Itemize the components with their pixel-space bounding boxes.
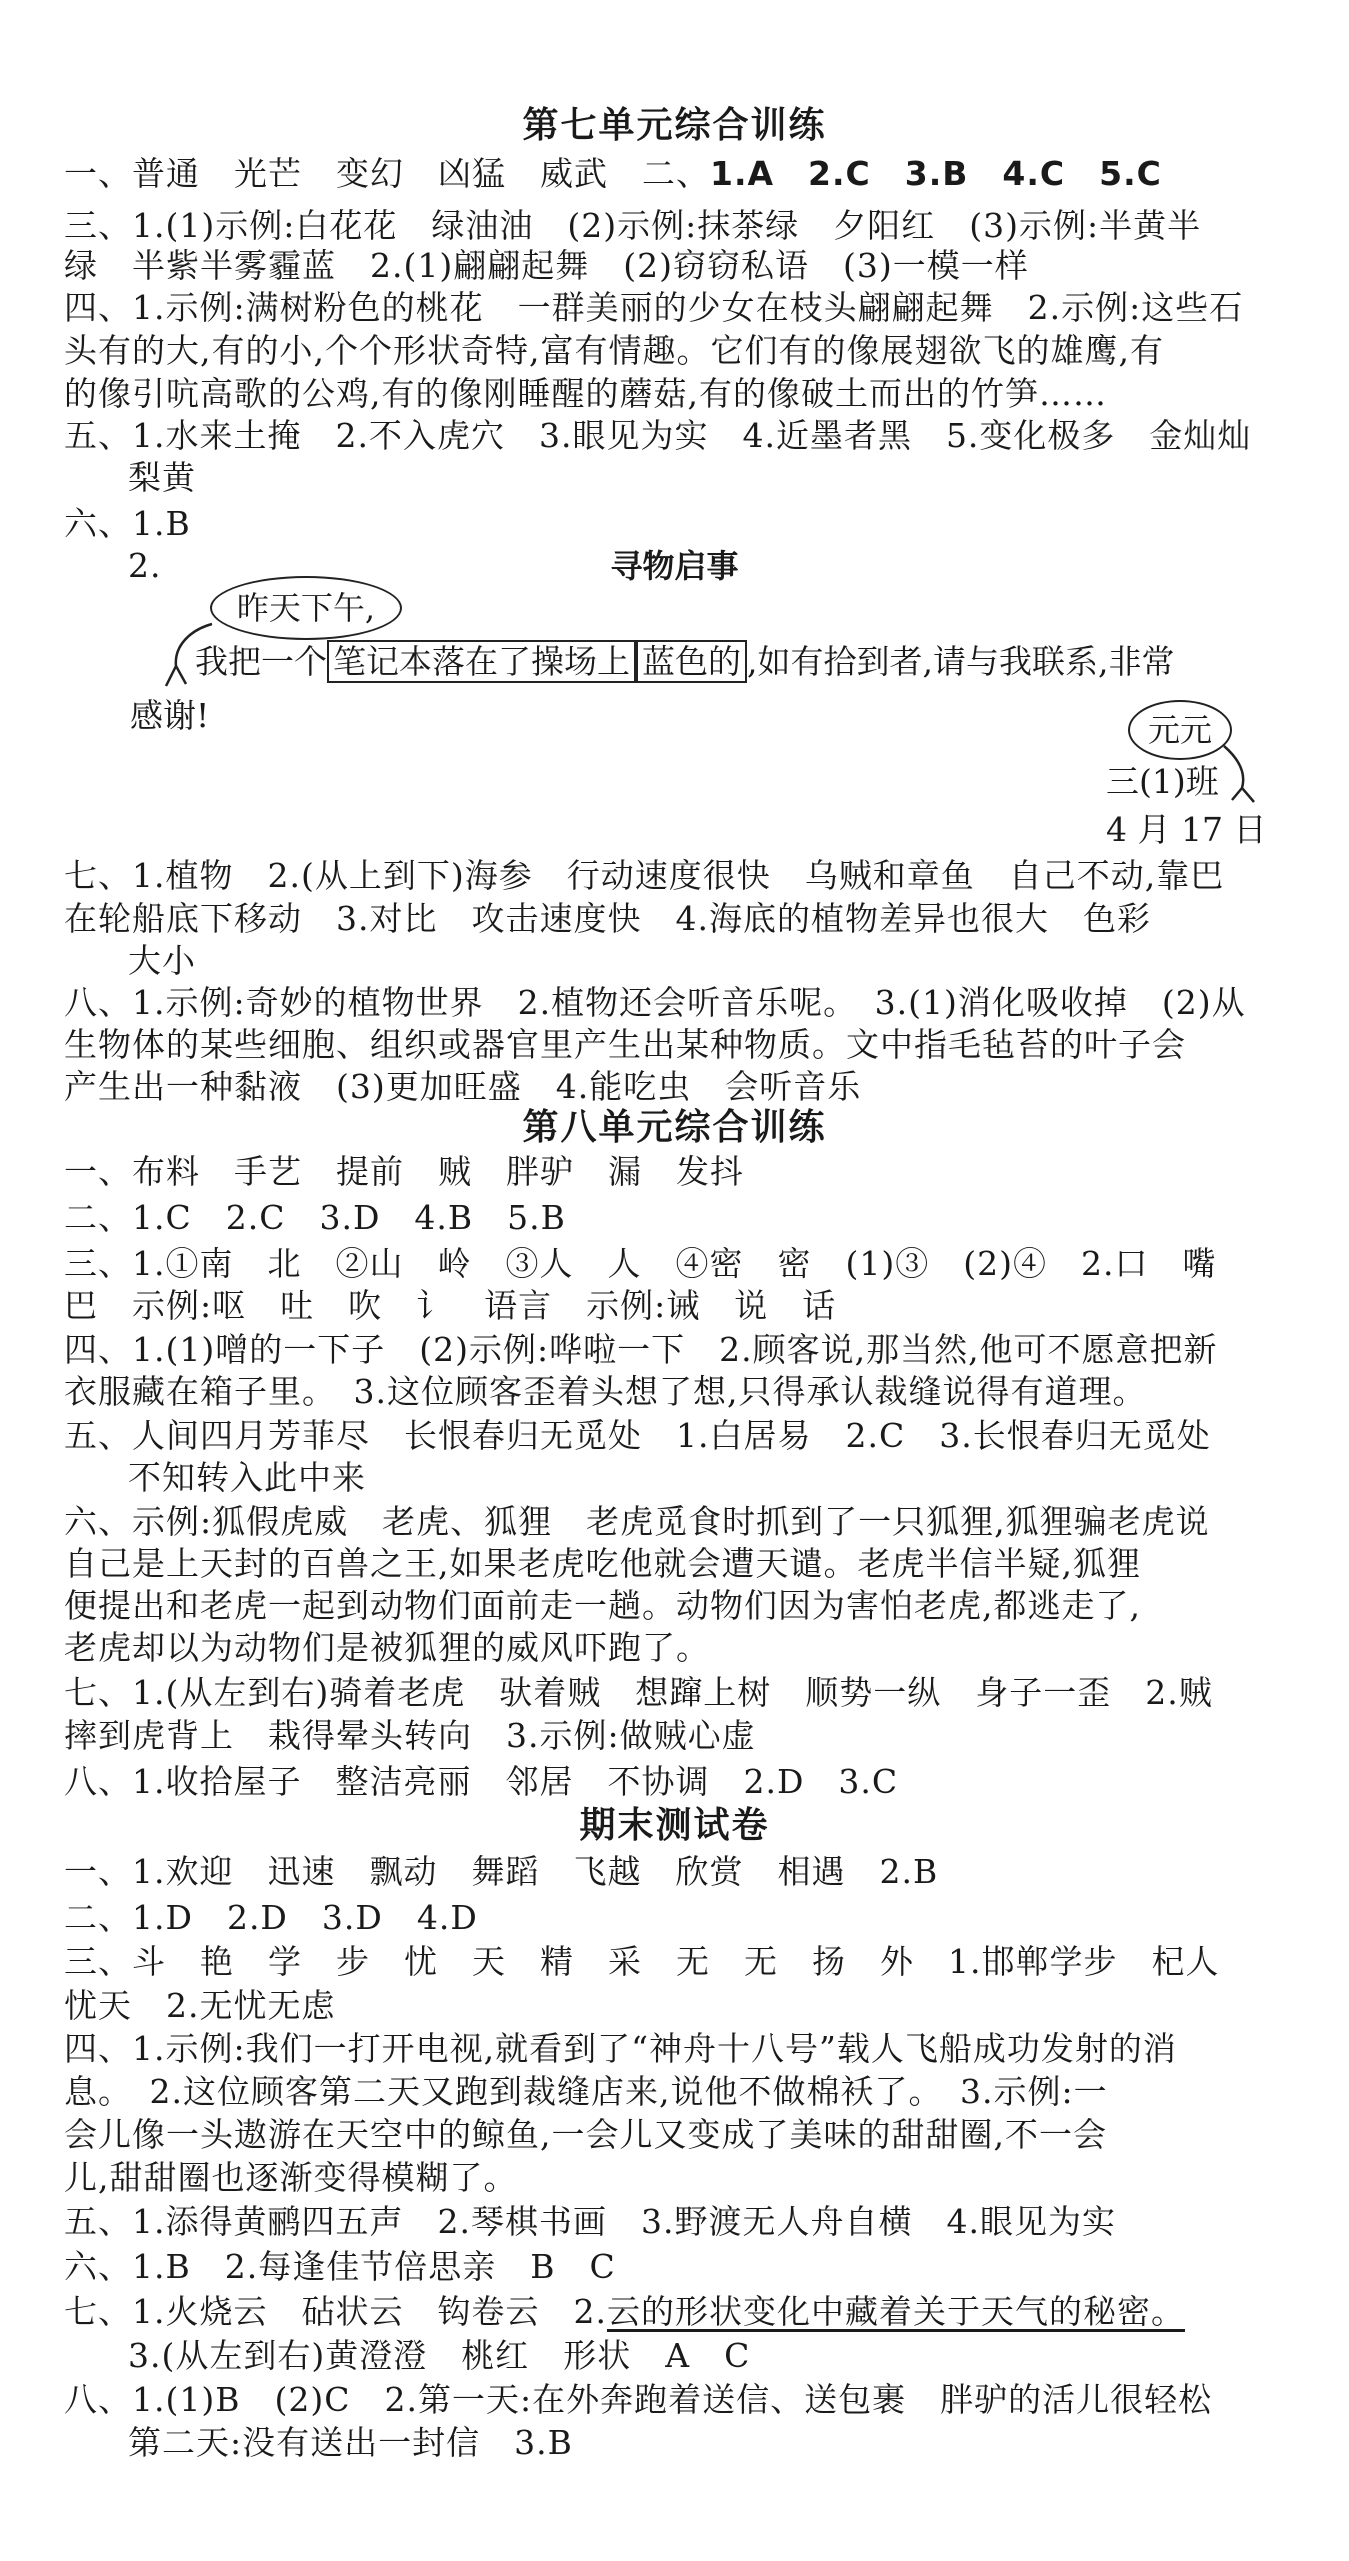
notice-line-2: 感谢! <box>130 696 210 735</box>
unit7-line-13: 大小 <box>128 941 196 980</box>
unit8-line-13: 七、1.(从左到右)骑着老虎 驮着贼 想蹿上树 顺势一纵 身子一歪 2.贼 <box>64 1673 1213 1712</box>
unit8-line-6: 衣服藏在箱子里。 3.这位顾客歪着头想了想,只得承认裁缝说得有道理。 <box>64 1372 1147 1411</box>
unit8-line-1: 一、布料 手艺 提前 贼 胖驴 漏 发抖 <box>64 1152 744 1191</box>
unit8-line-15: 八、1.收拾屋子 整洁亮丽 邻居 不协调 2.D 3.C <box>64 1762 899 1801</box>
final-line-7: 会儿像一头遨游在天空中的鲸鱼,一会儿又变成了美味的甜甜圈,不一会 <box>64 2115 1107 2154</box>
unit8-line-9: 六、示例:狐假虎威 老虎、狐狸 老虎觅食时抓到了一只狐狸,狐狸骗老虎说 <box>64 1502 1210 1541</box>
final-line-8: 儿,甜甜圈也逐渐变得模糊了。 <box>64 2158 518 2197</box>
unit8-line-14: 摔到虎背上 栽得晕头转向 3.示例:做贼心虚 <box>64 1716 756 1755</box>
unit8-line-5: 四、1.(1)噌的一下子 (2)示例:哗啦一下 2.顾客说,那当然,他可不愿意把新 <box>64 1330 1218 1369</box>
final-title: 期末测试卷 <box>579 1805 770 1846</box>
sign-date: 4 月 17 日 <box>1106 810 1267 849</box>
insert-bubble: 昨天下午, <box>210 576 402 640</box>
unit7-line-5: 头有的大,有的小,个个形状奇特,富有情趣。它们有的像展翅欲飞的雄鹰,有 <box>64 331 1164 370</box>
unit8-line-8: 不知转入此中来 <box>128 1458 366 1497</box>
unit7-line-14: 八、1.示例:奇妙的植物世界 2.植物还会听音乐呢。 3.(1)消化吸收掉 (2)从 <box>64 983 1246 1022</box>
unit7-line-11: 七、1.植物 2.(从上到下)海参 行动速度很快 乌贼和章鱼 自己不动,靠巴 <box>64 856 1225 895</box>
notice-title: 寻物启事 <box>610 547 739 585</box>
unit7-line-2: 三、1.(1)示例:白花花 绿油油 (2)示例:抹茶绿 夕阳红 (3)示例:半黄半 <box>64 206 1202 245</box>
unit8-line-12: 老虎却以为动物们是被狐狸的威风吓跑了。 <box>64 1628 710 1667</box>
sign-bubble: 元元 <box>1128 700 1232 760</box>
final-line-11-text: 七、1.火烧云 砧状云 钩卷云 2. <box>64 2292 607 2331</box>
final-line-4: 忧天 2.无忧无虑 <box>64 1986 336 2025</box>
final-line-14: 第二天:没有送出一封信 3.B <box>128 2423 573 2462</box>
final-line-3: 三、斗 艳 学 步 忧 天 精 采 无 无 扬 外 1.邯郸学步 杞人 <box>64 1942 1220 1981</box>
unit8-line-4: 巴 示例:呕 吐 吹 讠 语言 示例:诫 说 话 <box>64 1286 837 1325</box>
notice-line-1 <box>195 636 1174 688</box>
final-line-10: 六、1.B 2.每逢佳节倍思亲 B C <box>64 2247 616 2286</box>
unit8-line-2: 二、1.C 2.C 3.D 4.B 5.B <box>64 1198 566 1237</box>
unit8-line-11: 便提出和老虎一起到动物们面前走一趟。动物们因为害怕老虎,都逃走了, <box>64 1586 1141 1625</box>
unit7-line-7: 五、1.水来土掩 2.不入虎穴 3.眼见为实 4.近墨者黑 5.变化极多 金灿灿 <box>64 416 1252 455</box>
unit7-line-4: 四、1.示例:满树粉色的桃花 一群美丽的少女在枝头翩翩起舞 2.示例:这些石 <box>64 288 1244 327</box>
unit7-line-9: 六、1.B <box>64 504 191 543</box>
unit7-line-1-answers: 1.A 2.C 3.B 4.C 5.C <box>710 154 1162 193</box>
unit7-line-10: 2. <box>128 546 162 585</box>
unit7-line-1-text: 一、普通 光芒 变幻 凶猛 威武 二、 <box>64 154 710 193</box>
notice-box-2: 蓝色的 <box>636 640 747 683</box>
final-line-13: 八、1.(1)B (2)C 2.第一天:在外奔跑着送信、送包裹 胖驴的活儿很轻松 <box>64 2380 1213 2419</box>
unit7-line-1 <box>64 148 1282 200</box>
final-line-9: 五、1.添得黄鹂四五声 2.琴棋书画 3.野渡无人舟自横 4.眼见为实 <box>64 2202 1116 2241</box>
notice-post: ,如有拾到者,请与我联系,非常 <box>747 642 1175 681</box>
unit7-line-6: 的像引吭高歌的公鸡,有的像刚睡醒的蘑菇,有的像破土而出的竹笋…… <box>64 374 1107 413</box>
unit8-title: 第八单元综合训练 <box>522 1107 827 1148</box>
unit7-line-15: 生物体的某些细胞、组织或器官里产生出某种物质。文中指毛毡苔的叶子会 <box>64 1025 1186 1064</box>
final-line-11-underlined: 云的形状变化中藏着关于天气的秘密。 <box>606 2292 1185 2331</box>
unit7-line-3: 绿 半紫半雾霾蓝 2.(1)翩翩起舞 (2)窃窃私语 (3)一模一样 <box>64 246 1029 285</box>
sign-mark-icon <box>1220 740 1280 810</box>
final-line-2: 二、1.D 2.D 3.D 4.D <box>64 1898 478 1937</box>
unit7-title: 第七单元综合训练 <box>522 105 827 146</box>
final-line-1: 一、1.欢迎 迅速 飘动 舞蹈 飞越 欣赏 相遇 2.B <box>64 1852 939 1891</box>
final-line-12: 3.(从左到右)黄澄澄 桃红 形状 A C <box>128 2336 751 2375</box>
unit7-line-16: 产生出一种黏液 (3)更加旺盛 4.能吃虫 会听音乐 <box>64 1067 862 1106</box>
unit7-line-8: 梨黄 <box>128 458 196 497</box>
notice-pre: 我把一个 <box>195 642 327 681</box>
unit8-line-7: 五、人间四月芳菲尽 长恨春归无觅处 1.白居易 2.C 3.长恨春归无觅处 <box>64 1416 1211 1455</box>
unit8-line-10: 自己是上天封的百兽之王,如果老虎吃他就会遭天谴。老虎半信半疑,狐狸 <box>64 1544 1141 1583</box>
sign-class: 三(1)班 <box>1106 762 1219 801</box>
unit7-line-12: 在轮船底下移动 3.对比 攻击速度快 4.海底的植物差异也很大 色彩 <box>64 899 1151 938</box>
final-line-5: 四、1.示例:我们一打开电视,就看到了“神舟十八号”载人飞船成功发射的消 <box>64 2029 1177 2068</box>
notice-box-1: 笔记本落在了操场上 <box>327 640 636 683</box>
final-line-6: 息。 2.这位顾客第二天又跑到裁缝店来,说他不做棉袄了。 3.示例:一 <box>64 2072 1108 2111</box>
unit8-line-3: 三、1.①南 北 ②山 岭 ③人 人 ④密 密 (1)③ (2)④ 2.口 嘴 <box>64 1244 1217 1283</box>
